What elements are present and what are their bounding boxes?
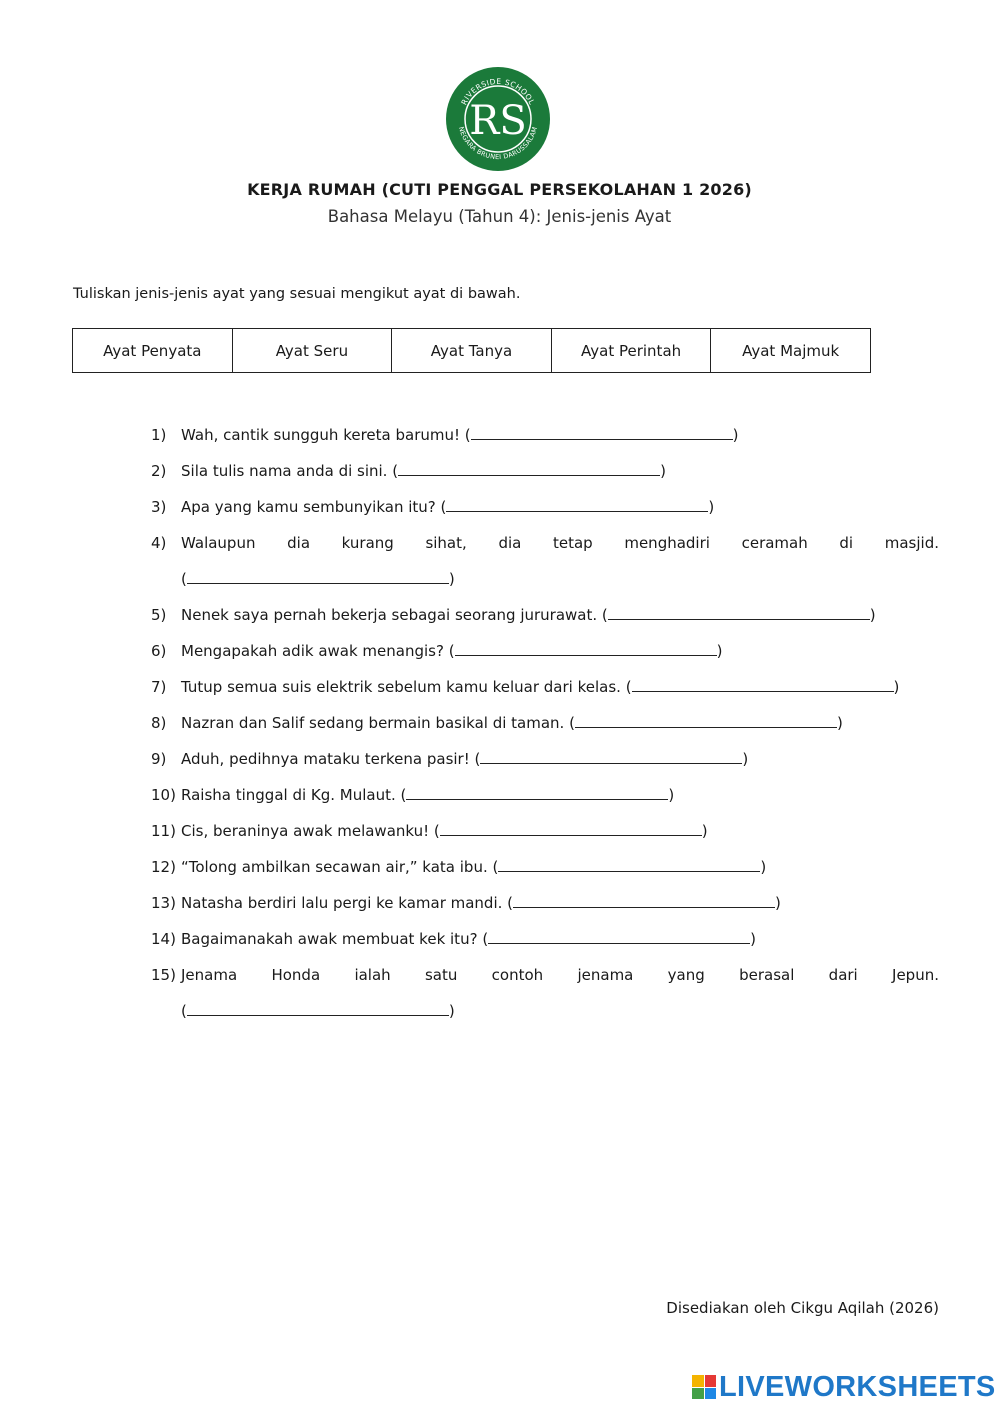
answer-blank[interactable]	[440, 821, 702, 836]
answer-blank[interactable]	[632, 677, 894, 692]
answer-blank[interactable]	[187, 1001, 449, 1016]
option-cell: Ayat Penyata	[73, 329, 233, 372]
options-table	[72, 328, 871, 373]
liveworksheets-brand[interactable]	[692, 1372, 996, 1402]
answer-blank[interactable]	[187, 569, 449, 584]
answer-blank[interactable]	[406, 785, 668, 800]
question-15-answer: ( )	[181, 1002, 455, 1020]
brand-name: LIVEWORKSHEETS	[719, 1370, 996, 1403]
logo-bottom-text: NEGARA BRUNEI DARUSSALAM	[456, 125, 540, 162]
option-cell: Ayat Tanya	[392, 329, 552, 372]
school-logo	[445, 66, 551, 172]
answer-blank[interactable]	[398, 461, 660, 476]
page-subtitle: Bahasa Melayu (Tahun 4): Jenis-jenis Ayat	[327, 207, 672, 226]
answer-blank[interactable]	[480, 749, 742, 764]
option-cell: Ayat Seru	[233, 329, 393, 372]
answer-blank[interactable]	[498, 857, 760, 872]
answer-blank[interactable]	[471, 425, 733, 440]
question-4-answer: ( )	[181, 570, 455, 588]
answer-blank[interactable]	[513, 893, 775, 908]
liveworksheets-icon	[692, 1375, 716, 1399]
answer-blank[interactable]	[575, 713, 837, 728]
answer-blank[interactable]	[608, 605, 870, 620]
answer-blank[interactable]	[488, 929, 750, 944]
author-credit: Disediakan oleh Cikgu Aqilah (2026)	[666, 1299, 939, 1317]
option-cell: Ayat Majmuk	[742, 341, 840, 360]
logo-top-text: RIVERSIDE SCHOOL	[459, 76, 537, 107]
answer-blank[interactable]	[446, 497, 708, 512]
page-title: KERJA RUMAH (CUTI PENGGAL PERSEKOLAHAN 1 2026)	[247, 180, 752, 199]
answer-blank[interactable]	[455, 641, 717, 656]
logo-monogram: RS	[469, 98, 527, 144]
instruction: Tuliskan jenis-jenis ayat yang sesuai mengikut ayat di bawah.	[73, 286, 521, 302]
option-cell: Ayat Perintah	[552, 329, 712, 372]
